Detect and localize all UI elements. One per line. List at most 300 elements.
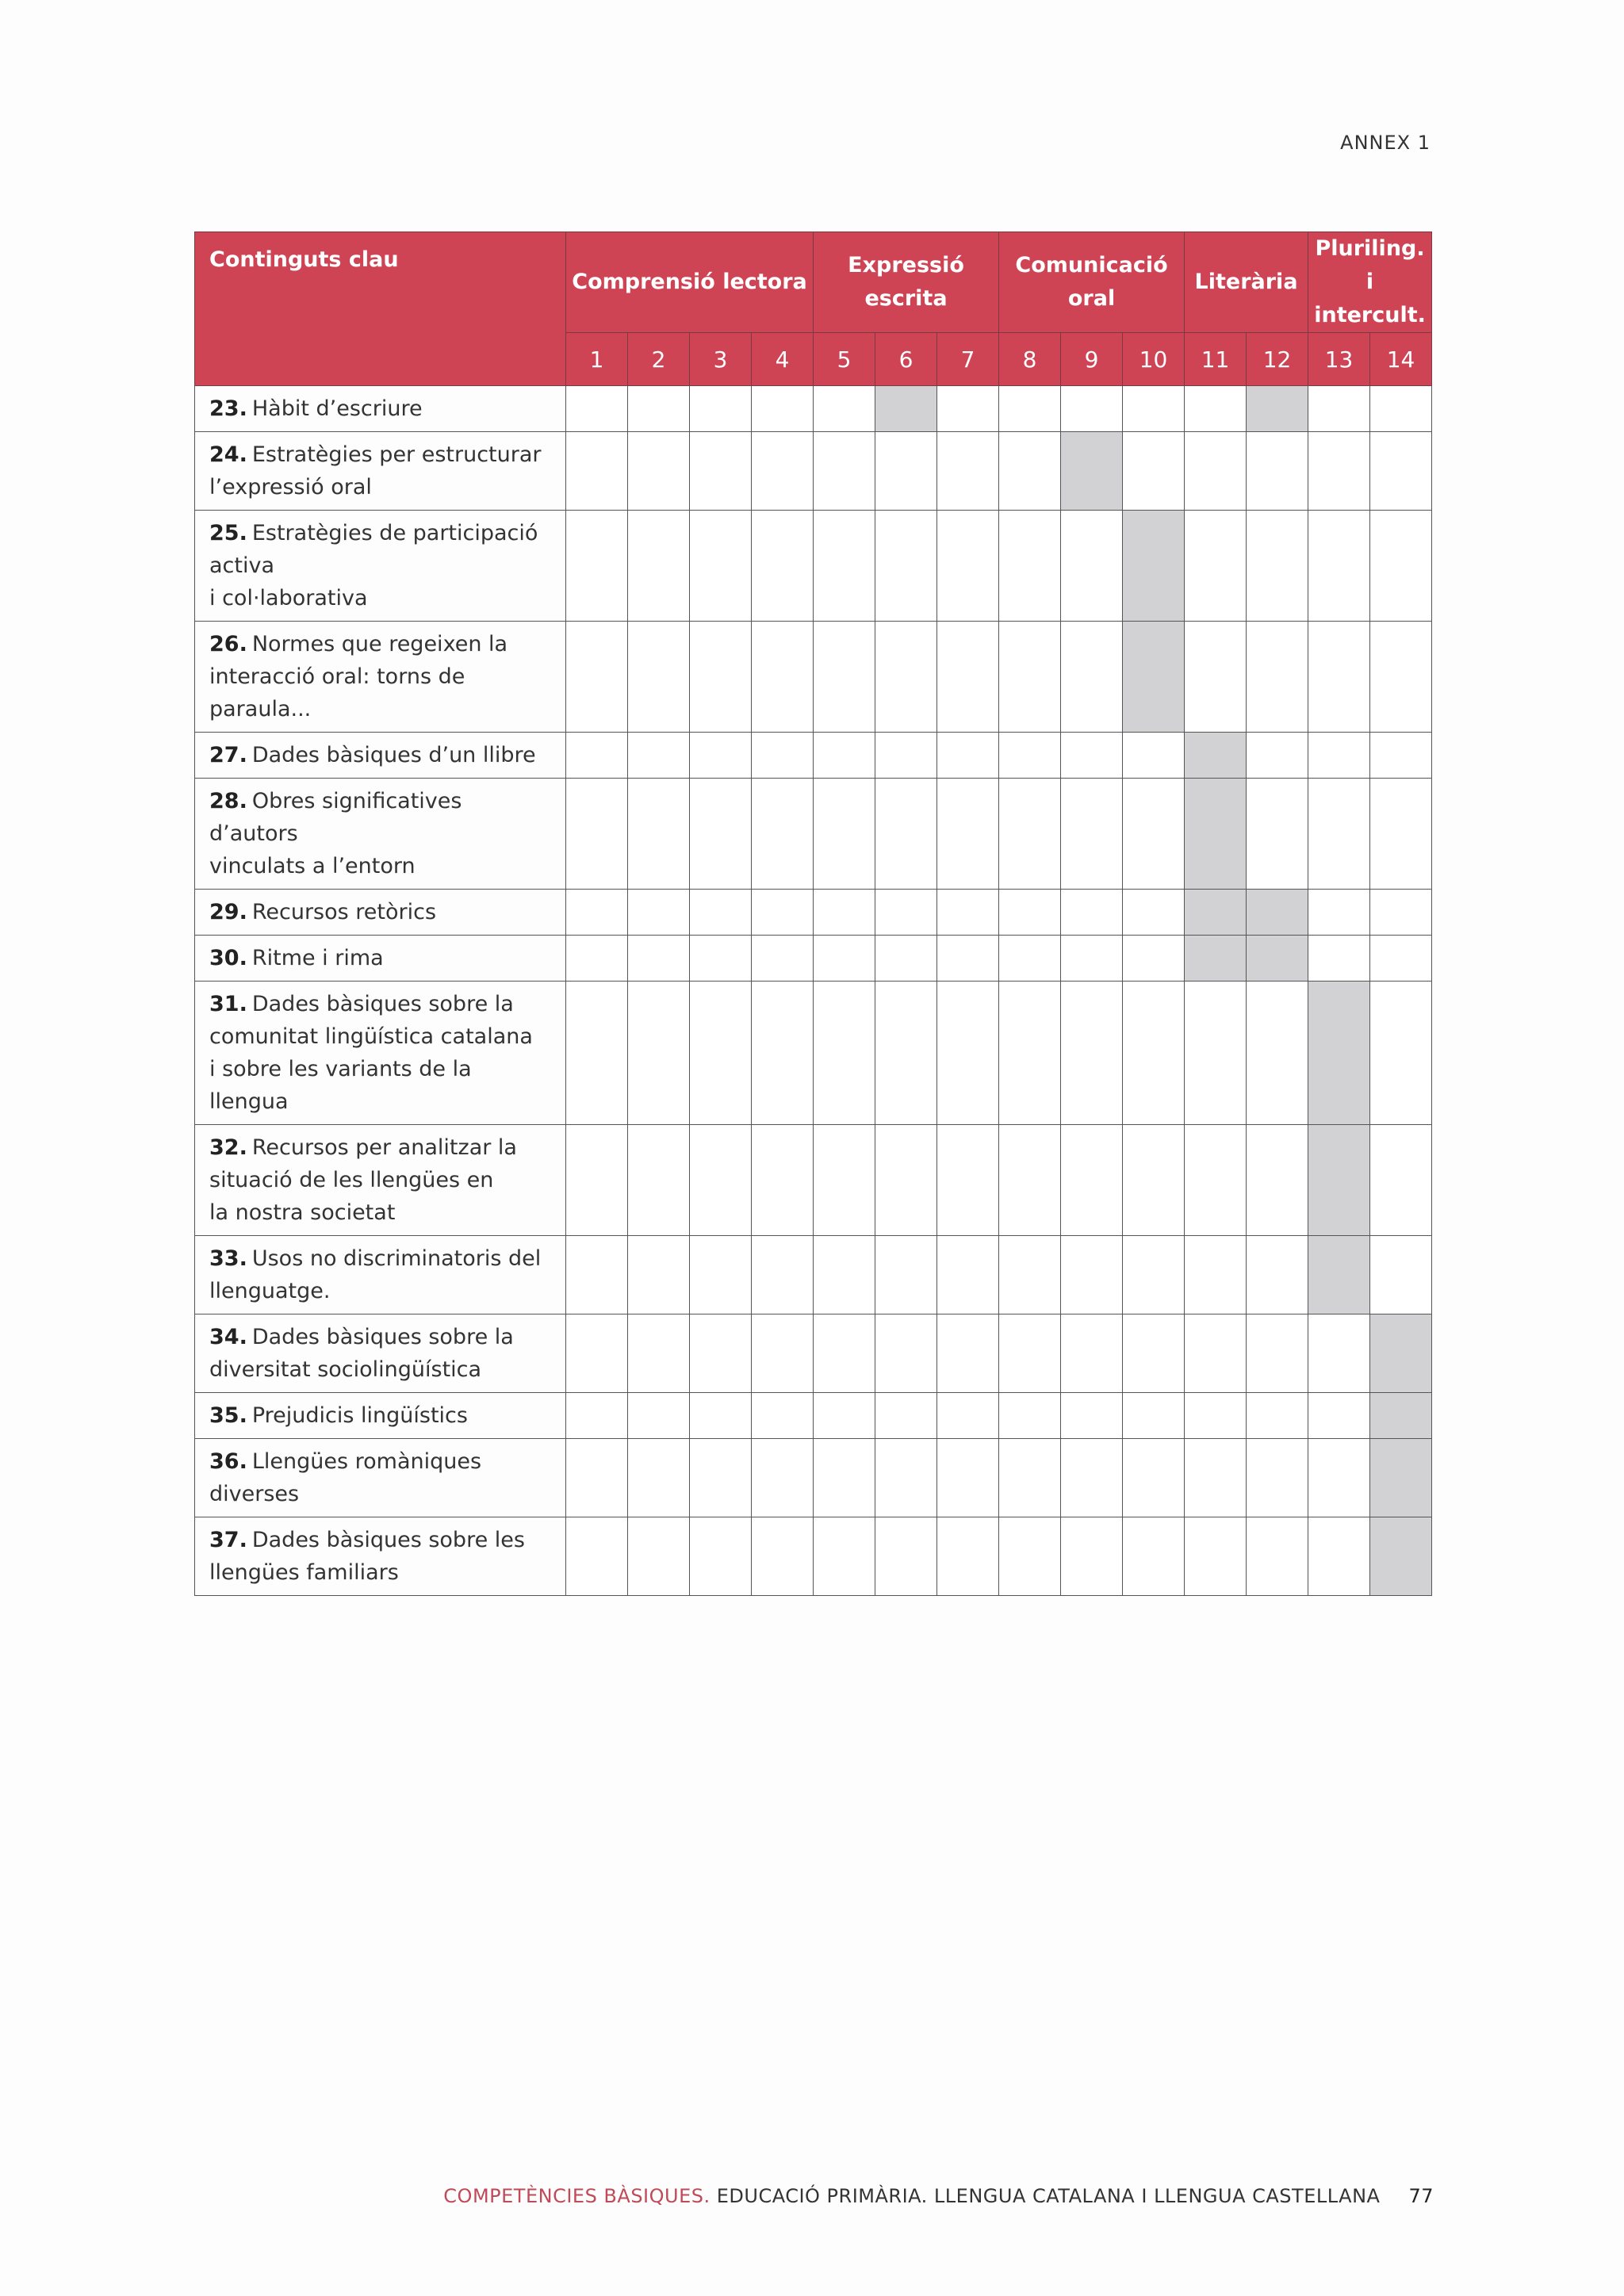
key-contents-header: Continguts clau — [195, 232, 566, 386]
empty-cell — [690, 622, 752, 733]
content-number: 23. — [209, 396, 247, 421]
empty-cell — [1370, 936, 1432, 982]
empty-cell — [628, 511, 690, 622]
empty-cell — [999, 982, 1061, 1125]
column-number: 13 — [1308, 333, 1370, 386]
empty-cell — [1123, 936, 1185, 982]
empty-cell — [875, 733, 937, 779]
empty-cell — [1370, 733, 1432, 779]
empty-cell — [999, 779, 1061, 890]
page-footer — [443, 2185, 1434, 2207]
empty-cell — [1308, 1393, 1370, 1439]
empty-cell — [1308, 1517, 1370, 1596]
empty-cell — [628, 1314, 690, 1393]
empty-cell — [1061, 1393, 1123, 1439]
empty-cell — [628, 432, 690, 511]
empty-cell — [566, 1314, 628, 1393]
column-number: 6 — [875, 333, 937, 386]
content-label — [195, 1517, 566, 1596]
empty-cell — [566, 1236, 628, 1314]
empty-cell — [690, 1439, 752, 1517]
table-row — [195, 733, 1432, 779]
empty-cell — [814, 779, 875, 890]
table-row — [195, 936, 1432, 982]
empty-cell — [1061, 511, 1123, 622]
empty-cell — [937, 1439, 999, 1517]
empty-cell — [1061, 779, 1123, 890]
empty-cell — [1247, 1125, 1308, 1236]
empty-cell — [999, 1236, 1061, 1314]
empty-cell — [875, 936, 937, 982]
empty-cell — [1247, 733, 1308, 779]
marked-cell — [1247, 890, 1308, 936]
empty-cell — [1247, 1517, 1308, 1596]
group-header: Literària — [1185, 232, 1308, 333]
content-number: 27. — [209, 743, 247, 767]
content-number: 37. — [209, 1528, 247, 1552]
empty-cell — [752, 1314, 814, 1393]
empty-cell — [752, 1236, 814, 1314]
empty-cell — [1308, 1314, 1370, 1393]
content-number: 31. — [209, 992, 247, 1016]
empty-cell — [1308, 779, 1370, 890]
content-text-line: Dades bàsiques d’un llibre — [251, 743, 536, 767]
empty-cell — [1370, 1236, 1432, 1314]
group-header: Pluriling. i intercult. — [1308, 232, 1432, 333]
empty-cell — [1185, 432, 1247, 511]
empty-cell — [1123, 982, 1185, 1125]
content-label — [195, 890, 566, 936]
empty-cell — [814, 1125, 875, 1236]
empty-cell — [1185, 1236, 1247, 1314]
marked-cell — [1370, 1517, 1432, 1596]
marked-cell — [1185, 890, 1247, 936]
group-header: Comprensió lectora — [566, 232, 814, 333]
empty-cell — [628, 386, 690, 432]
content-number: 32. — [209, 1135, 247, 1160]
content-number: 25. — [209, 521, 247, 545]
content-label — [195, 779, 566, 890]
empty-cell — [690, 779, 752, 890]
column-number: 10 — [1123, 333, 1185, 386]
empty-cell — [628, 1125, 690, 1236]
empty-cell — [628, 1517, 690, 1596]
empty-cell — [1308, 936, 1370, 982]
content-text-line: Ritme i rima — [251, 946, 384, 970]
empty-cell — [1061, 733, 1123, 779]
empty-cell — [1370, 511, 1432, 622]
empty-cell — [566, 733, 628, 779]
table-row — [195, 386, 1432, 432]
empty-cell — [1185, 982, 1247, 1125]
empty-cell — [937, 1314, 999, 1393]
group-header: Comunicació oral — [999, 232, 1185, 333]
empty-cell — [566, 511, 628, 622]
empty-cell — [566, 386, 628, 432]
empty-cell — [875, 982, 937, 1125]
marked-cell — [1247, 386, 1308, 432]
content-label — [195, 1393, 566, 1439]
empty-cell — [1308, 890, 1370, 936]
empty-cell — [814, 982, 875, 1125]
empty-cell — [1123, 432, 1185, 511]
group-header-row — [195, 232, 1432, 333]
empty-cell — [937, 733, 999, 779]
empty-cell — [628, 890, 690, 936]
empty-cell — [1123, 386, 1185, 432]
content-text-line: situació de les llengües en — [209, 1168, 494, 1192]
empty-cell — [814, 733, 875, 779]
empty-cell — [1308, 622, 1370, 733]
empty-cell — [937, 432, 999, 511]
content-text-line: i sobre les variants de la llengua — [209, 1057, 472, 1114]
empty-cell — [628, 936, 690, 982]
column-number: 2 — [628, 333, 690, 386]
empty-cell — [875, 511, 937, 622]
content-text-line: comunitat lingüística catalana — [209, 1024, 533, 1049]
content-text-line: llengües familiars — [209, 1560, 399, 1585]
table-row — [195, 432, 1432, 511]
marked-cell — [1308, 982, 1370, 1125]
contents-table-wrapper — [194, 232, 1432, 1596]
empty-cell — [752, 1125, 814, 1236]
empty-cell — [690, 982, 752, 1125]
empty-cell — [752, 1517, 814, 1596]
empty-cell — [1061, 386, 1123, 432]
content-label — [195, 733, 566, 779]
empty-cell — [566, 1393, 628, 1439]
empty-cell — [566, 982, 628, 1125]
empty-cell — [628, 622, 690, 733]
content-label — [195, 622, 566, 733]
empty-cell — [875, 622, 937, 733]
annex-label: ANNEX 1 — [1340, 132, 1431, 154]
empty-cell — [1123, 779, 1185, 890]
content-text-line: Recursos retòrics — [251, 900, 437, 924]
empty-cell — [752, 622, 814, 733]
empty-cell — [937, 1125, 999, 1236]
empty-cell — [1185, 1517, 1247, 1596]
empty-cell — [1308, 733, 1370, 779]
empty-cell — [875, 432, 937, 511]
content-label — [195, 1125, 566, 1236]
empty-cell — [937, 1517, 999, 1596]
empty-cell — [1123, 1393, 1185, 1439]
empty-cell — [1370, 982, 1432, 1125]
empty-cell — [875, 1125, 937, 1236]
empty-cell — [566, 1517, 628, 1596]
empty-cell — [814, 1236, 875, 1314]
empty-cell — [1370, 1125, 1432, 1236]
content-text-line: Hàbit d’escriure — [251, 396, 423, 421]
empty-cell — [1061, 1236, 1123, 1314]
empty-cell — [1185, 1314, 1247, 1393]
empty-cell — [566, 1439, 628, 1517]
empty-cell — [999, 936, 1061, 982]
empty-cell — [814, 936, 875, 982]
empty-cell — [1370, 386, 1432, 432]
empty-cell — [937, 1393, 999, 1439]
empty-cell — [1247, 1393, 1308, 1439]
table-row — [195, 1517, 1432, 1596]
content-number: 34. — [209, 1325, 247, 1349]
content-text-line: la nostra societat — [209, 1200, 396, 1225]
empty-cell — [814, 1314, 875, 1393]
table-row — [195, 1314, 1432, 1393]
empty-cell — [814, 1439, 875, 1517]
content-number: 24. — [209, 442, 247, 467]
empty-cell — [752, 1393, 814, 1439]
empty-cell — [937, 1236, 999, 1314]
marked-cell — [1370, 1393, 1432, 1439]
empty-cell — [1123, 1439, 1185, 1517]
content-text-line: Estratègies de participació activa — [209, 521, 538, 578]
table-body — [195, 386, 1432, 1596]
marked-cell — [1370, 1314, 1432, 1393]
empty-cell — [1370, 622, 1432, 733]
empty-cell — [690, 1236, 752, 1314]
empty-cell — [566, 622, 628, 733]
empty-cell — [1061, 622, 1123, 733]
empty-cell — [690, 511, 752, 622]
empty-cell — [999, 432, 1061, 511]
empty-cell — [566, 432, 628, 511]
empty-cell — [566, 1125, 628, 1236]
empty-cell — [1247, 1236, 1308, 1314]
content-label — [195, 936, 566, 982]
empty-cell — [1247, 982, 1308, 1125]
empty-cell — [875, 779, 937, 890]
content-text-line: Dades bàsiques sobre la — [251, 1325, 514, 1349]
empty-cell — [1247, 779, 1308, 890]
marked-cell — [1123, 622, 1185, 733]
empty-cell — [1247, 511, 1308, 622]
empty-cell — [1123, 1314, 1185, 1393]
empty-cell — [628, 982, 690, 1125]
content-number: 35. — [209, 1403, 247, 1428]
content-text-line: Dades bàsiques sobre les — [251, 1528, 525, 1552]
column-number: 7 — [937, 333, 999, 386]
content-text-line: Usos no discriminatoris del — [251, 1246, 542, 1271]
empty-cell — [628, 1236, 690, 1314]
footer-title: EDUCACIÓ PRIMÀRIA. LLENGUA CATALANA I LLENGUA CASTELLANA — [710, 2185, 1381, 2207]
empty-cell — [1370, 890, 1432, 936]
marked-cell — [1185, 779, 1247, 890]
empty-cell — [814, 622, 875, 733]
empty-cell — [690, 1314, 752, 1393]
marked-cell — [1370, 1439, 1432, 1517]
empty-cell — [752, 386, 814, 432]
column-number: 12 — [1247, 333, 1308, 386]
empty-cell — [1308, 511, 1370, 622]
empty-cell — [999, 890, 1061, 936]
marked-cell — [1308, 1125, 1370, 1236]
table-row — [195, 1125, 1432, 1236]
empty-cell — [1247, 1439, 1308, 1517]
empty-cell — [628, 1393, 690, 1439]
empty-cell — [690, 733, 752, 779]
empty-cell — [752, 511, 814, 622]
empty-cell — [814, 890, 875, 936]
content-text-line: llenguatge. — [209, 1279, 331, 1303]
content-text-line: vinculats a l’entorn — [209, 854, 416, 878]
empty-cell — [875, 1236, 937, 1314]
empty-cell — [752, 936, 814, 982]
marked-cell — [1061, 432, 1123, 511]
content-text-line: interacció oral: torns de paraula... — [209, 664, 465, 721]
empty-cell — [690, 432, 752, 511]
empty-cell — [1185, 511, 1247, 622]
empty-cell — [1123, 1517, 1185, 1596]
content-text-line: Llengües romàniques diverses — [209, 1449, 482, 1506]
content-label — [195, 386, 566, 432]
empty-cell — [1123, 1125, 1185, 1236]
column-number: 9 — [1061, 333, 1123, 386]
content-number: 36. — [209, 1449, 247, 1474]
content-label — [195, 511, 566, 622]
empty-cell — [1308, 432, 1370, 511]
empty-cell — [875, 1439, 937, 1517]
empty-cell — [566, 936, 628, 982]
empty-cell — [1061, 1517, 1123, 1596]
table-row — [195, 511, 1432, 622]
empty-cell — [937, 982, 999, 1125]
marked-cell — [1185, 936, 1247, 982]
empty-cell — [628, 779, 690, 890]
column-number: 11 — [1185, 333, 1247, 386]
empty-cell — [875, 1393, 937, 1439]
content-text-line: diversitat sociolingüística — [209, 1357, 482, 1382]
table-row — [195, 982, 1432, 1125]
group-header: Expressió escrita — [814, 232, 999, 333]
content-text-line: Prejudicis lingüístics — [251, 1403, 468, 1428]
empty-cell — [752, 432, 814, 511]
empty-cell — [566, 890, 628, 936]
marked-cell — [1308, 1236, 1370, 1314]
empty-cell — [1061, 890, 1123, 936]
empty-cell — [937, 386, 999, 432]
content-text-line: Estratègies per estructurar — [251, 442, 542, 467]
empty-cell — [1308, 386, 1370, 432]
marked-cell — [1185, 733, 1247, 779]
empty-cell — [1061, 1125, 1123, 1236]
empty-cell — [690, 936, 752, 982]
empty-cell — [1370, 779, 1432, 890]
empty-cell — [814, 386, 875, 432]
empty-cell — [1185, 1439, 1247, 1517]
empty-cell — [1370, 432, 1432, 511]
empty-cell — [814, 432, 875, 511]
empty-cell — [1061, 982, 1123, 1125]
marked-cell — [875, 386, 937, 432]
empty-cell — [1247, 1314, 1308, 1393]
column-number: 14 — [1370, 333, 1432, 386]
marked-cell — [1123, 511, 1185, 622]
empty-cell — [752, 733, 814, 779]
table-row — [195, 890, 1432, 936]
empty-cell — [1185, 622, 1247, 733]
content-number: 29. — [209, 900, 247, 924]
empty-cell — [937, 622, 999, 733]
empty-cell — [814, 1517, 875, 1596]
page-number: 77 — [1408, 2185, 1434, 2207]
empty-cell — [752, 982, 814, 1125]
table-row — [195, 1393, 1432, 1439]
empty-cell — [752, 890, 814, 936]
empty-cell — [937, 936, 999, 982]
empty-cell — [1308, 1439, 1370, 1517]
empty-cell — [1123, 1236, 1185, 1314]
content-label — [195, 1314, 566, 1393]
marked-cell — [1247, 936, 1308, 982]
content-label — [195, 1236, 566, 1314]
empty-cell — [1061, 1439, 1123, 1517]
content-text-line: Dades bàsiques sobre la — [251, 992, 514, 1016]
content-text-line: l’expressió oral — [209, 475, 372, 499]
empty-cell — [628, 733, 690, 779]
empty-cell — [566, 779, 628, 890]
empty-cell — [1247, 432, 1308, 511]
empty-cell — [752, 1439, 814, 1517]
empty-cell — [999, 386, 1061, 432]
content-text-line: Recursos per analitzar la — [251, 1135, 517, 1160]
content-text-line: i col·laborativa — [209, 586, 368, 610]
empty-cell — [937, 779, 999, 890]
empty-cell — [1061, 936, 1123, 982]
column-number: 8 — [999, 333, 1061, 386]
empty-cell — [875, 890, 937, 936]
empty-cell — [1247, 622, 1308, 733]
empty-cell — [875, 1314, 937, 1393]
column-number: 3 — [690, 333, 752, 386]
key-contents-table — [194, 232, 1432, 1596]
empty-cell — [999, 1125, 1061, 1236]
empty-cell — [1185, 386, 1247, 432]
empty-cell — [1185, 1125, 1247, 1236]
empty-cell — [1185, 1393, 1247, 1439]
content-label — [195, 432, 566, 511]
empty-cell — [999, 1517, 1061, 1596]
empty-cell — [937, 890, 999, 936]
footer-series-title: COMPETÈNCIES BÀSIQUES. — [443, 2185, 710, 2207]
column-number: 4 — [752, 333, 814, 386]
content-label — [195, 1439, 566, 1517]
empty-cell — [999, 733, 1061, 779]
empty-cell — [999, 622, 1061, 733]
content-text-line: Obres significatives d’autors — [209, 789, 462, 846]
empty-cell — [814, 511, 875, 622]
empty-cell — [752, 779, 814, 890]
empty-cell — [690, 1517, 752, 1596]
empty-cell — [999, 1439, 1061, 1517]
column-number: 5 — [814, 333, 875, 386]
content-number: 28. — [209, 789, 247, 813]
empty-cell — [628, 1439, 690, 1517]
empty-cell — [814, 1393, 875, 1439]
empty-cell — [690, 1125, 752, 1236]
empty-cell — [690, 386, 752, 432]
empty-cell — [1123, 733, 1185, 779]
empty-cell — [1061, 1314, 1123, 1393]
table-row — [195, 622, 1432, 733]
empty-cell — [937, 511, 999, 622]
empty-cell — [690, 890, 752, 936]
column-number: 1 — [566, 333, 628, 386]
empty-cell — [999, 1314, 1061, 1393]
empty-cell — [1123, 890, 1185, 936]
content-number: 30. — [209, 946, 247, 970]
content-number: 26. — [209, 632, 247, 656]
